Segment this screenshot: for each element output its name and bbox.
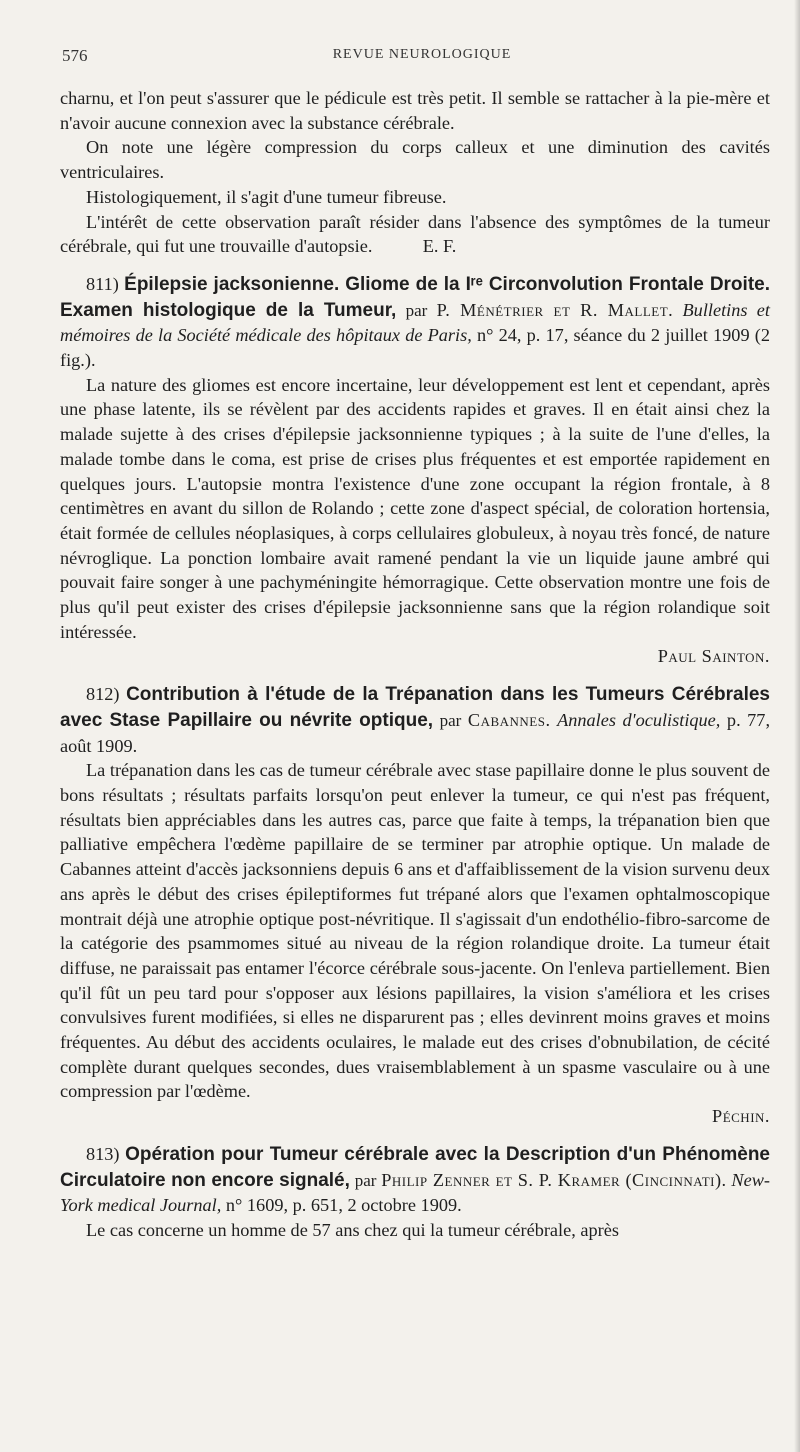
entry-body: La nature des gliomes est encore incertaine, leur développement est lent et cependant, après une phase latente, ils se révèlent par des accidents rapides et graves. Il en était ainsi chez la malade sujette à des crises d'épilepsie jacksonnienne typiques ; à la suite de l'une d'elles, la malade tombe dans le coma, est prise de crises plus fréquentes et est emportée rapidement en quelques jours. L'autopsie montra l'existence d'une zone occupant la région frontale, à 8 centimètres en avant du sillon de Rolando ; cette zone d'aspect spécial, de coloration hortensia, était formée de cellules néoplasiques, à corps cellulaires globuleux, à noyau très foncé, de nature névroglique. La ponction lombaire avait ramené pendant la vie un liquide jaune ambré qui pouvait faire songer à une pachyméningite hémorragique. Cette observation montre une fois de plus qu'il peut exister des crises d'épilepsie jacksonnienne sans que la région rolandique soit intéressée.	[60, 374, 770, 642]
continuation-paragraph: Histologiquement, il s'agit d'une tumeur fibreuse.	[86, 186, 447, 207]
page-edge-shadow	[794, 0, 800, 1452]
entry-source: New-York medical Journal,	[60, 1169, 770, 1216]
entry-reference: p. 77, août 1909.	[60, 709, 771, 756]
entry-title: Opération pour Tumeur cérébrale avec la Description d'un Phénomène Circulatoire non encore signalé,	[60, 1143, 770, 1191]
abstract-entry-811	[60, 272, 770, 669]
entry-number: 812)	[86, 684, 120, 705]
entry-body: La trépanation dans les cas de tumeur cérébrale avec stase papillaire donne le plus souvent de bons résultats ; résultats parfaits lorsqu'on peut enlever la tumeur, ce qui n'est pas fréquent, résultats bien appréciables dans les autres cas, parce que faite à temps, la trépanation bien que palliative empêchera l'œdème papillaire de se terminer par atrophie optique. Un malade de Cabannes atteint d'accès jacksonniens depuis 6 ans et d'affaiblissement de la vision survenu deux ans après le début des crises épileptiformes fut trépané alors que l'examen ophtalmoscopique montrait déjà une atrophie optique post-névritique. Il s'agissait d'un endothélio-fibro-sarcome de la catégorie des psammomes situé au niveau de la région rolandique droite. La tumeur était diffuse, ne paraissait pas entamer l'écorce cérébrale sous-jacente. On l'enleva partiellement. Bien qu'il fût un peu tard pour s'opposer aux lésions papillaires, la vision s'améliora et les crises convulsives furent modifiées, si elles ne disparurent pas ; elles devinrent moins graves et moins fréquentes. Au début des accidents oculaires, le malade eut des crises d'obnubilation, de cécité complète durant quelques secondes, dues vraisemblablement à un spasme vasculaire ou à une compression par l'œdème.	[60, 760, 770, 1102]
page-header	[62, 46, 782, 70]
entry-title: Épilepsie jacksonienne. Gliome de la Iʳᵉ Circonvolution Frontale Droite. Examen histologique de la Tumeur,	[60, 273, 770, 321]
entry-reference: n° 1609, p. 651, 2 octobre 1909.	[225, 1195, 462, 1216]
entry-source: Annales d'oculistique,	[557, 709, 721, 730]
entry-reference: n° 24, p. 17, séance du 2 juillet 1909 (2 fig.).	[60, 325, 770, 371]
entry-body: Le cas concerne un homme de 57 ans chez qui la tumeur cérébrale, après	[86, 1219, 619, 1240]
running-title: REVUE NEUROLOGIQUE	[332, 47, 512, 62]
continuation-paragraph: charnu, et l'on peut s'assurer que le pédicule est très petit. Il semble se rattacher à la pie-mère et n'avoir aucune connexion avec la substance cérébrale.	[60, 88, 770, 133]
signature: E. F.	[422, 236, 457, 257]
entry-source: Bulletins et mémoires de la Société médicale des hôpitaux de Paris,	[60, 299, 770, 346]
entry-authors: Cabannes.	[467, 709, 551, 730]
entry-authors: Philip Zenner et S. P. Kramer (Cincinnati).	[381, 1169, 727, 1190]
entry-signature: Paul Sainton.	[657, 646, 770, 667]
page-body	[60, 86, 770, 1243]
abstract-entry-813	[60, 1142, 770, 1243]
entry-number: 813)	[86, 1143, 120, 1164]
abstract-entry-812	[60, 682, 770, 1129]
continuation-paragraph: L'intérêt de cette observation paraît résider dans l'absence des symptômes de la tumeur cérébrale, qui fut une trouvaille d'autopsie. E. F.	[60, 211, 770, 257]
continuation-paragraph: On note une légère compression du corps calleux et une diminution des cavités ventriculaires.	[60, 137, 770, 183]
entry-heading: 811) Épilepsie jacksonienne. Gliome de la Iʳᵉ Circonvolution Frontale Droite. Examen histologique de la Tumeur, par P. Ménétrier et R. Mallet. Bulletins et mémoires de la Société médicale des hôpitaux de Paris, n° 24, p. 17, séance du 2 juillet 1909 (2 fig.).	[60, 273, 770, 371]
page-number: 576	[62, 46, 88, 65]
entry-authors: P. Ménétrier et R. Mallet.	[436, 299, 674, 320]
entry-title: Contribution à l'étude de la Trépanation dans les Tumeurs Cérébrales avec Stase Papillaire ou névrite optique,	[60, 684, 770, 731]
entry-signature: Péchin.	[712, 1106, 770, 1127]
entry-heading: 813) Opération pour Tumeur cérébrale avec la Description d'un Phénomène Circulatoire non encore signalé, par Philip Zenner et S. P. Kramer (Cincinnati). New-York medical Journal, n° 1609, p. 651, 2 octobre 1909.	[60, 1143, 770, 1216]
entry-heading: 812) Contribution à l'étude de la Trépanation dans les Tumeurs Cérébrales avec Stase Papillaire ou névrite optique, par Cabannes. Annales d'oculistique, p. 77, août 1909.	[60, 684, 771, 756]
entry-number: 811)	[86, 273, 119, 294]
